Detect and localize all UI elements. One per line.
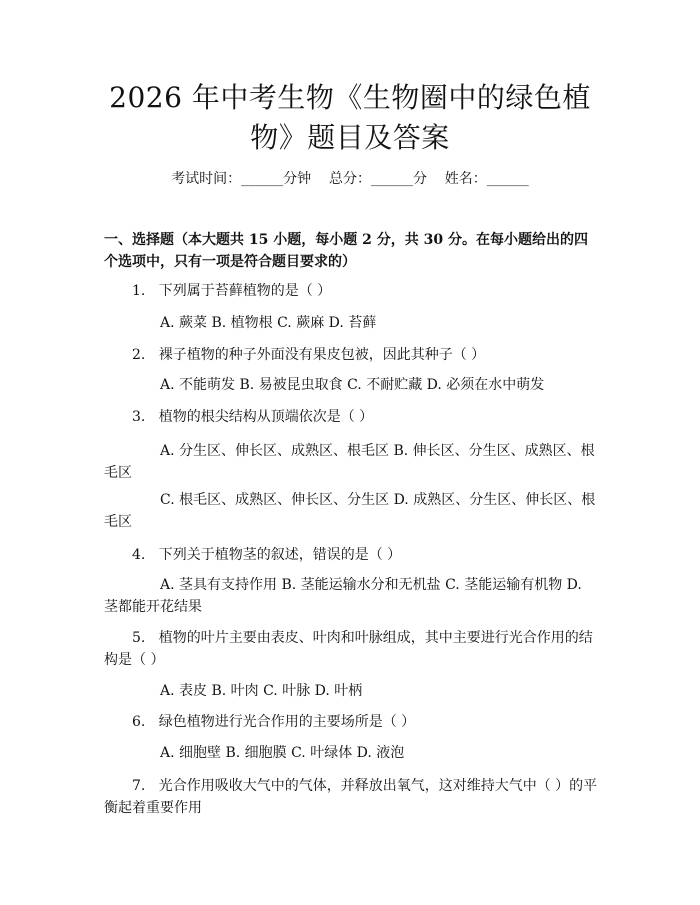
question-5: 5. 植物的叶片主要由表皮、叶肉和叶脉组成，其中主要进行光合作用的结构是（ ） <box>104 630 593 668</box>
question-6-options: A. 细胞壁 B. 细胞膜 C. 叶绿体 D. 液泡 <box>160 745 405 761</box>
question-2: 2. 裸子植物的种子外面没有果皮包被，因此其种子（ ） <box>132 347 486 363</box>
question-4: 4. 下列关于植物茎的叙述，错误的是（ ） <box>132 547 402 563</box>
question-4-options: A. 茎具有支持作用 B. 茎能运输水分和无机盐 C. 茎能运输有机物 D. 茎都能开花结果 <box>104 577 582 615</box>
question-1: 1. 下列属于苔藓植物的是（ ） <box>132 283 332 299</box>
page-title: 2026 年中考生物《生物圈中的绿色植物》题目及答案 <box>109 81 591 154</box>
question-3-options-ab: A. 分生区、伸长区、成熟区、根毛区 B. 伸长区、分生区、成熟区、根毛区 <box>104 443 595 481</box>
question-3-options-cd: C. 根毛区、成熟区、伸长区、分生区 D. 成熟区、分生区、伸长区、根毛区 <box>104 492 596 530</box>
question-5-options: A. 表皮 B. 叶肉 C. 叶脉 D. 叶柄 <box>160 683 363 699</box>
exam-meta-line: 考试时间：______分钟 总分：______分 姓名：______ <box>171 171 529 187</box>
question-7: 7. 光合作用吸收大气中的气体，并释放出氧气，这对维持大气中（ ）的平衡起着重要作用 <box>104 778 598 816</box>
question-6: 6. 绿色植物进行光合作用的主要场所是（ ） <box>132 714 416 730</box>
question-1-options: A. 蕨菜 B. 植物根 C. 蕨麻 D. 苔藓 <box>160 315 377 331</box>
question-2-options: A. 不能萌发 B. 易被昆虫取食 C. 不耐贮藏 D. 必须在水中萌发 <box>160 377 545 393</box>
section-heading: 一、选择题（本大题共 15 小题，每小题 2 分，共 30 分。在每小题给出的四个选项中，只有一项是符合题目要求的） <box>104 232 588 270</box>
question-3: 3. 植物的根尖结构从顶端依次是（ ） <box>132 409 374 425</box>
